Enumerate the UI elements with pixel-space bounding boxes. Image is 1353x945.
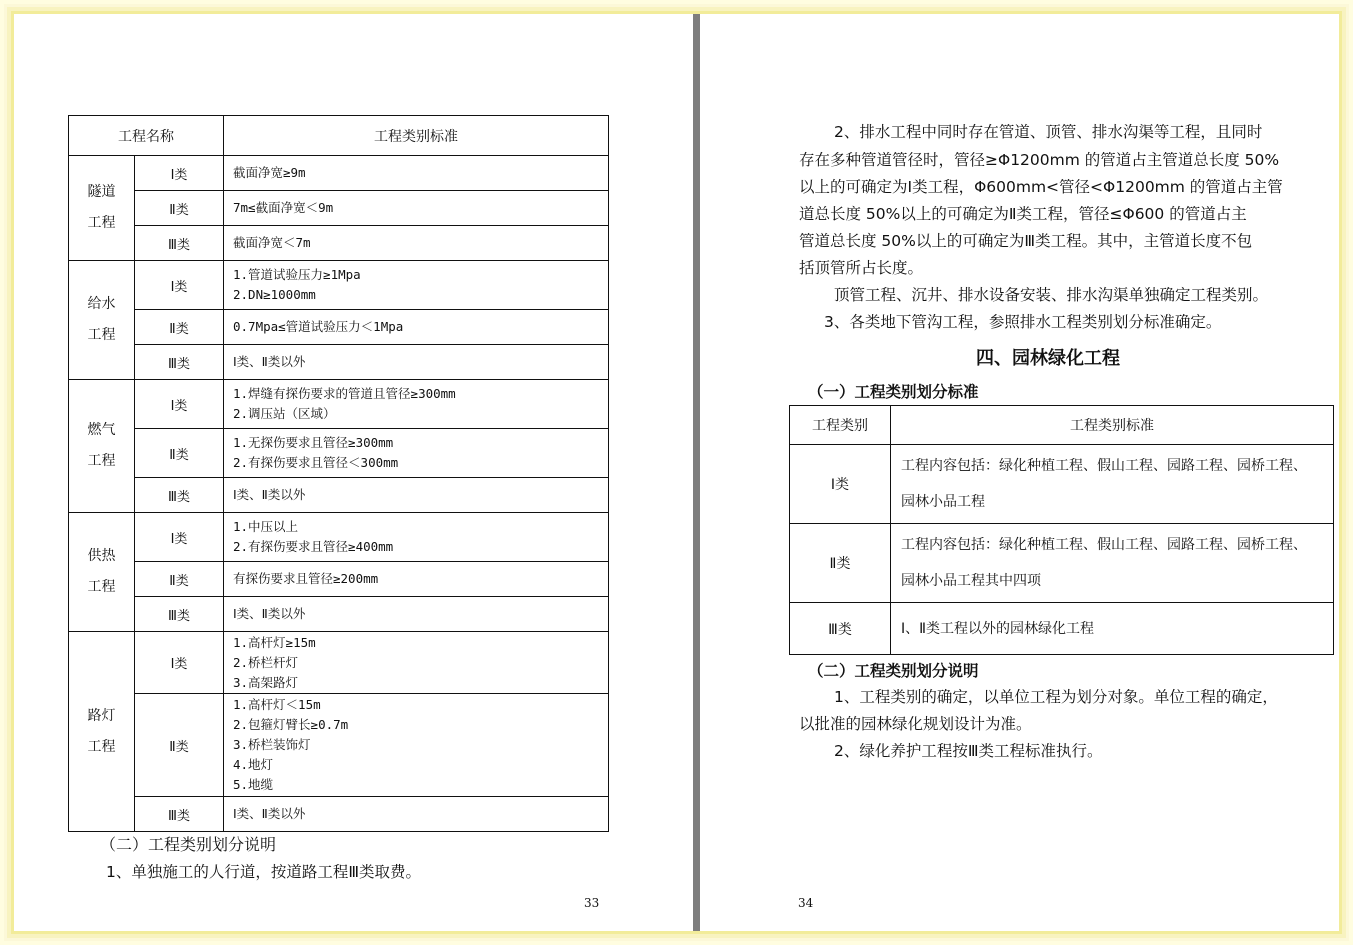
header-project-name: 工程名称 (69, 116, 224, 156)
standard-line: 工程内容包括：绿化种植工程、假山工程、园路工程、园桥工程、 (901, 537, 1307, 553)
standard-line: 工程内容包括：绿化种植工程、假山工程、园路工程、园桥工程、 (901, 458, 1307, 474)
class-cell: Ⅲ类 (135, 797, 224, 832)
standard-cell (224, 191, 609, 226)
standard-cell (224, 597, 609, 632)
paragraph-line: 括顶管所占长度。 (799, 259, 924, 277)
class-cell: Ⅱ类 (790, 524, 891, 603)
standard-line: 4.地灯 (233, 757, 274, 772)
project-name-text: 供热 (87, 548, 116, 564)
class-cell: Ⅰ类 (135, 632, 224, 694)
standard-cell (224, 562, 609, 597)
table-row (69, 310, 609, 345)
standard-line: 2.有探伤要求且管径＜300mm (233, 455, 399, 470)
page-gutter (693, 14, 700, 931)
table-row (69, 345, 609, 380)
standard-line: 园林小品工程 (901, 494, 985, 510)
landscaping-class-table (789, 405, 1334, 655)
standard-line: 5.地缆 (233, 777, 274, 792)
table-row (69, 478, 609, 513)
table-row (69, 597, 609, 632)
table-row (69, 191, 609, 226)
project-name-cell (69, 156, 135, 261)
project-name-text: 工程 (87, 453, 116, 469)
class-cell: Ⅱ类 (135, 694, 224, 797)
page-34 (700, 14, 1339, 931)
project-name-cell (69, 380, 135, 513)
standard-line: 2.有探伤要求且管径≥400mm (233, 539, 394, 554)
standard-line: 1.焊缝有探伤要求的管道且管径≥300mm (233, 386, 456, 401)
table-row (69, 797, 609, 832)
paragraph-line: 3、各类地下管沟工程，参照排水工程类别划分标准确定。 (824, 313, 1222, 331)
standard-line: 3.桥栏装饰灯 (233, 737, 311, 752)
class-cell: Ⅲ类 (135, 478, 224, 513)
header-class: 工程类别 (790, 406, 891, 445)
header-class-standard: 工程类别标准 (224, 116, 609, 156)
project-name-cell (69, 632, 135, 832)
class-cell: Ⅰ类 (790, 445, 891, 524)
table-row (69, 226, 609, 261)
standard-line: 1.无探伤要求且管径≥300mm (233, 435, 394, 450)
table-row (69, 694, 609, 797)
class-cell: Ⅰ类 (135, 380, 224, 429)
class-cell: Ⅱ类 (135, 429, 224, 478)
standard-line: 园林小品工程其中四项 (901, 573, 1041, 589)
paragraph-line: 管道总长度 50%以上的可确定为Ⅲ类工程。其中，主管道长度不包 (799, 232, 1253, 250)
table-row (69, 380, 609, 429)
standard-cell (224, 380, 609, 429)
standard-line: Ⅰ类、Ⅱ类以外 (233, 354, 306, 369)
subsection-title-notes: （二）工程类别划分说明 (808, 662, 979, 680)
project-name-text: 路灯 (87, 707, 116, 724)
paragraph-line: 1、工程类别的确定，以单位工程为划分对象。单位工程的确定， (834, 688, 1278, 706)
class-cell: Ⅲ类 (135, 597, 224, 632)
project-name-text: 燃气 (87, 422, 116, 438)
class-cell: Ⅰ类 (135, 261, 224, 310)
standard-line: 7m≤截面净宽＜9m (233, 200, 334, 215)
standard-line: 有探伤要求且管径≥200mm (233, 571, 379, 586)
table-row (790, 524, 1334, 603)
standard-line: 1.中压以上 (233, 519, 299, 534)
class-cell: Ⅱ类 (135, 310, 224, 345)
standard-line: 0.7Mpa≤管道试验压力＜1Mpa (233, 319, 404, 334)
standard-cell (224, 429, 609, 478)
standard-cell (224, 310, 609, 345)
subsection-title-standard: （一）工程类别划分标准 (808, 383, 979, 401)
project-name-text: 工程 (87, 579, 116, 595)
standard-cell (224, 156, 609, 191)
paragraph-line: 顶管工程、沉井、排水设备安装、排水沟渠单独确定工程类别。 (834, 286, 1269, 304)
standard-cell (224, 261, 609, 310)
project-name-cell (69, 513, 135, 632)
section-title: （二）工程类别划分说明 (100, 835, 277, 854)
municipal-class-table (68, 115, 609, 832)
project-name-text: 工程 (87, 327, 116, 343)
standard-cell (891, 524, 1334, 603)
paragraph-line: 以批准的园林绿化规划设计为准。 (799, 715, 1032, 733)
page-number: 34 (798, 896, 814, 910)
standard-cell (224, 632, 609, 694)
standard-line: 2.调压站（区域） (233, 406, 336, 421)
table-row (69, 513, 609, 562)
standard-line: 截面净宽≥9m (233, 165, 306, 180)
standard-line: 截面净宽＜7m (233, 235, 311, 250)
project-name-text: 工程 (87, 215, 116, 231)
standard-cell (891, 445, 1334, 524)
page-33 (14, 14, 693, 931)
standard-cell (891, 603, 1334, 655)
class-cell: Ⅲ类 (790, 603, 891, 655)
standard-line: Ⅰ、Ⅱ类工程以外的园林绿化工程 (901, 620, 1095, 637)
paragraph-line: 存在多种管道管径时，管径≥Φ1200mm 的管道占主管道总长度 50% (799, 151, 1280, 169)
standard-line: 1.高杆灯≥15m (233, 634, 316, 650)
class-cell: Ⅰ类 (135, 513, 224, 562)
standard-line: 2.DN≥1000mm (233, 287, 316, 302)
standard-cell (224, 345, 609, 380)
table-row (69, 562, 609, 597)
class-cell: Ⅱ类 (135, 562, 224, 597)
paragraph-line: 2、排水工程中同时存在管道、顶管、排水沟渠等工程，且同时 (834, 123, 1263, 141)
standard-cell (224, 478, 609, 513)
header-class-standard: 工程类别标准 (891, 406, 1334, 445)
standard-line: Ⅰ类、Ⅱ类以外 (233, 806, 306, 821)
table-row (790, 445, 1334, 524)
class-cell: Ⅲ类 (135, 226, 224, 261)
paragraph-line: 2、绿化养护工程按Ⅲ类工程标准执行。 (834, 742, 1103, 760)
standard-line: 2.包箍灯臂长≥0.7m (233, 717, 349, 732)
table-row (69, 429, 609, 478)
standard-cell (224, 513, 609, 562)
table-row (790, 603, 1334, 655)
class-cell: Ⅲ类 (135, 345, 224, 380)
standard-cell (224, 797, 609, 832)
standard-line: 1.高杆灯＜15m (233, 697, 321, 712)
table-row (69, 261, 609, 310)
paragraph-line: 道总长度 50%以上的可确定为Ⅱ类工程，管径≤Φ600 的管道占主 (799, 205, 1247, 223)
project-name-text: 工程 (87, 738, 116, 755)
paragraph-line: 以上的可确定为Ⅰ类工程，Φ600mm<管径<Φ1200mm 的管道占主管 (799, 178, 1283, 196)
standard-cell (224, 226, 609, 261)
standard-cell (224, 694, 609, 797)
paragraph-sidewalk: 1、单独施工的人行道，按道路工程Ⅲ类取费。 (106, 863, 422, 881)
standard-line: 3.高架路灯 (233, 674, 299, 690)
table-row (69, 632, 609, 694)
class-cell: Ⅱ类 (135, 191, 224, 226)
table-row (69, 156, 609, 191)
project-name-text: 给水 (87, 296, 116, 312)
page-number: 33 (584, 896, 600, 910)
standard-line: Ⅰ类、Ⅱ类以外 (233, 487, 306, 502)
standard-line: Ⅰ类、Ⅱ类以外 (233, 606, 306, 621)
standard-line: 2.桥栏杆灯 (233, 654, 299, 670)
class-cell: Ⅰ类 (135, 156, 224, 191)
standard-line: 1.管道试验压力≥1Mpa (233, 267, 361, 282)
project-name-cell (69, 261, 135, 380)
section-heading: 四、园林绿化工程 (976, 348, 1120, 369)
project-name-text: 隧道 (87, 184, 116, 200)
